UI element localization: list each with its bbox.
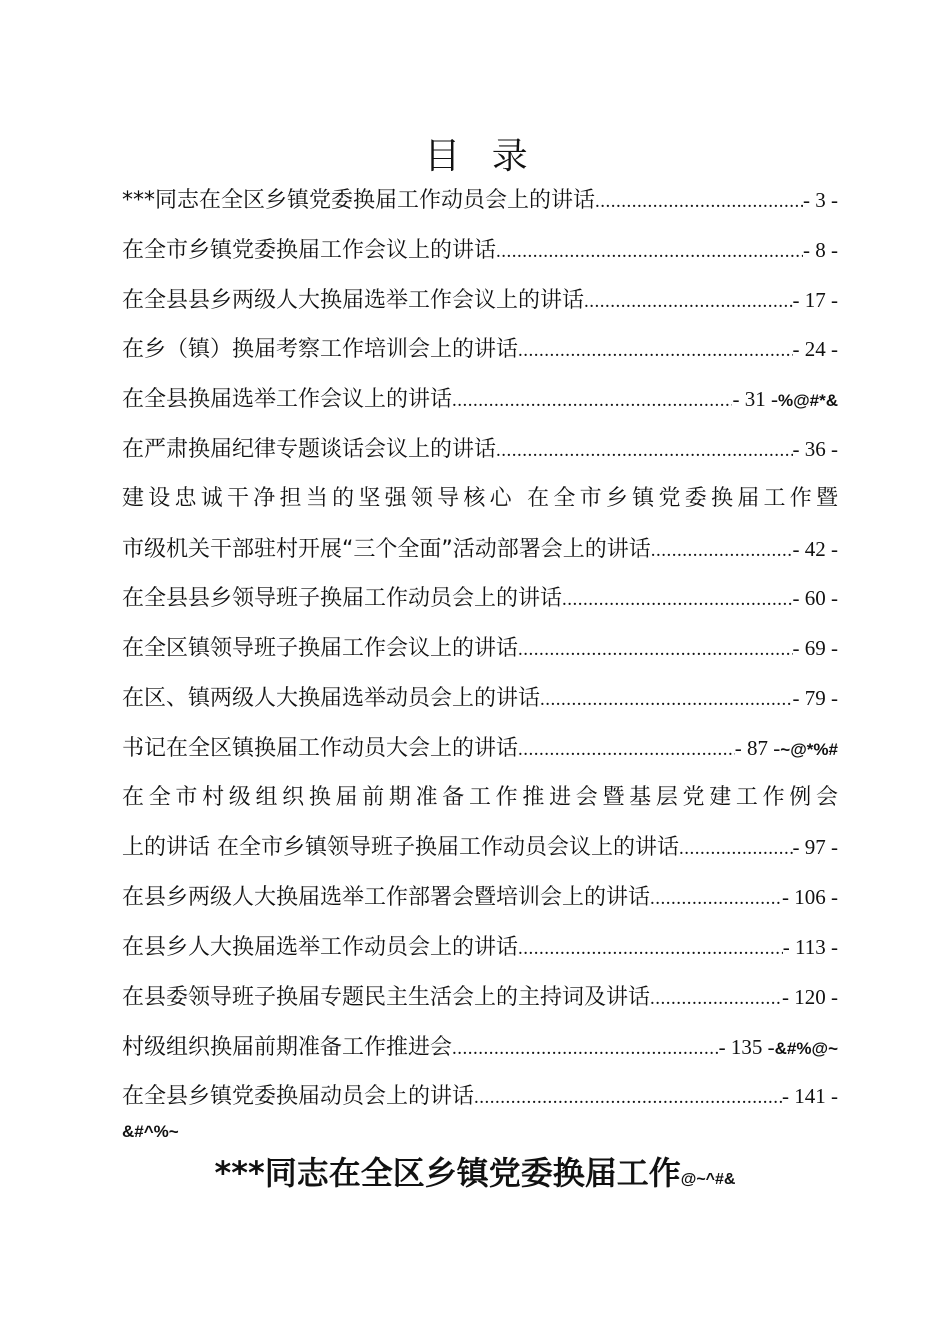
toc-leader-dots <box>496 235 803 267</box>
toc-leader-dots <box>452 1032 719 1064</box>
toc-entry[interactable] <box>122 980 838 1014</box>
toc-symbol-suffix: &#%@~ <box>774 1038 838 1058</box>
toc-page-number: - 79 - <box>792 686 838 710</box>
toc-entry-title: 在区、镇两级人大换届选举动员会上的讲话 <box>122 686 541 711</box>
toc-page-number: - 60 - <box>792 586 838 611</box>
toc-leader-dots <box>518 932 783 964</box>
section-heading <box>0 1148 950 1194</box>
toc-page-number: - 8 - <box>803 237 838 262</box>
toc-leader-dots <box>496 434 792 466</box>
toc-entry-title: 在县乡两级人大换届选举工作部署会暨培训会上的讲话 <box>122 885 651 911</box>
toc-page-number: - 17 - <box>792 287 838 312</box>
toc-entry-title: 书记在全区镇换届工作动员大会上的讲话 <box>122 735 519 761</box>
toc-page-number: - 24 - <box>792 337 838 362</box>
toc-entry-title: 在严肃换届纪律专题谈话会议上的讲话 <box>122 437 497 462</box>
toc-entry-title: 在全区镇领导班子换届工作会议上的讲话 <box>122 636 519 662</box>
toc-entry-title: 在全县换届选举工作会议上的讲话 <box>122 387 453 413</box>
toc-page-number: - 42 - <box>792 536 838 561</box>
toc-entry-title: 在县委领导班子换届专题民主生活会上的主持词及讲话 <box>122 984 651 1010</box>
toc-entry[interactable] <box>122 1079 838 1113</box>
toc-entry-title: 村级组织换届前期准备工作推进会 <box>122 1034 453 1060</box>
toc-entry-title: 建设忠诚干净担当的坚强领导核心 在全市乡镇党委换届工作暨 <box>122 485 838 511</box>
toc-leader-dots <box>518 733 735 765</box>
toc-entry-title: 在县乡人大换届选举工作动员会上的讲话 <box>122 935 519 960</box>
toc-entry-title: 在全县县乡两级人大换届选举工作会议上的讲话 <box>122 287 585 313</box>
toc-page-number: - 3 - <box>803 188 838 212</box>
section-heading-symbols: @~^#& <box>680 1171 736 1188</box>
toc-page-number: - 141 - <box>782 1084 838 1109</box>
toc-page-number: - 120 - <box>782 984 838 1009</box>
toc-entry[interactable] <box>122 233 838 267</box>
toc-leader-dots <box>518 633 792 665</box>
toc-leader-dots <box>595 185 803 217</box>
toc-entry[interactable] <box>122 631 838 665</box>
toc-leader-dots <box>650 982 782 1014</box>
toc-entry-title: 在全县县乡领导班子换届工作动员会上的讲话 <box>122 586 563 612</box>
toc-leader-dots <box>518 334 792 366</box>
toc-title: 目 录 <box>424 136 538 177</box>
toc-entry[interactable] <box>122 332 838 366</box>
toc-leader-dots <box>651 534 793 566</box>
toc-entry-title: 在全县乡镇党委换届动员会上的讲话 <box>122 1084 475 1110</box>
toc-entry-title: 上的讲话 在全市乡镇领导班子换届工作动员会议上的讲话 <box>122 835 679 861</box>
toc-entry[interactable] <box>122 283 838 317</box>
toc-entry[interactable] <box>122 930 838 964</box>
toc-entry[interactable] <box>122 1030 838 1064</box>
toc-page-number: - 87 - <box>734 735 781 760</box>
toc-entry-title: 在全市乡镇党委换届工作会议上的讲话 <box>122 237 497 263</box>
toc-leader-dots <box>562 583 792 615</box>
toc-page-number: - 69 - <box>792 636 838 661</box>
toc-page-number: - 97 - <box>792 835 838 860</box>
toc-entry-title: 市级机关干部驻村开展“三个全面”活动部署会上的讲话 <box>122 536 651 562</box>
toc-leader-dots <box>540 683 792 715</box>
toc-entry-title: 在乡（镇）换届考察工作培训会上的讲话 <box>122 337 519 363</box>
section-heading-text: ***同志在全区乡镇党委换届工作 <box>214 1154 681 1192</box>
toc-entry[interactable] <box>122 781 838 815</box>
toc-entry[interactable] <box>122 880 838 914</box>
toc-entry[interactable] <box>122 482 838 516</box>
toc-entry[interactable] <box>122 532 838 566</box>
toc-page-number: - 106 - <box>782 885 838 910</box>
toc-leader-dots <box>452 384 732 416</box>
toc-entry-title: 在全市村级组织换届前期准备工作推进会暨基层党建工作例会 <box>122 784 838 810</box>
toc-page-number: - 113 - <box>782 935 838 959</box>
toc-symbol-suffix: %@#*& <box>777 391 838 411</box>
toc-page-number: - 135 - <box>718 1034 775 1059</box>
toc-entry[interactable] <box>122 382 838 416</box>
toc-leader-dots <box>650 882 782 914</box>
symbol-line: &#^%~ <box>122 1122 179 1141</box>
toc-entry[interactable] <box>122 731 838 765</box>
toc-entry[interactable] <box>122 183 838 217</box>
toc-leader-dots <box>584 285 792 317</box>
toc-entry[interactable] <box>122 581 838 615</box>
toc-page-number: - 31 - <box>732 387 778 412</box>
toc-entry[interactable] <box>122 830 838 864</box>
toc-entry[interactable] <box>122 681 838 715</box>
toc-leader-dots <box>679 832 793 864</box>
toc-entry-title: ***同志在全区乡镇党委换届工作动员会上的讲话 <box>122 188 596 213</box>
toc-symbol-suffix: ~@*%# <box>780 739 838 759</box>
toc-page-number: - 36 - <box>792 437 838 461</box>
toc-entry[interactable] <box>122 432 838 466</box>
toc-leader-dots <box>474 1081 782 1113</box>
